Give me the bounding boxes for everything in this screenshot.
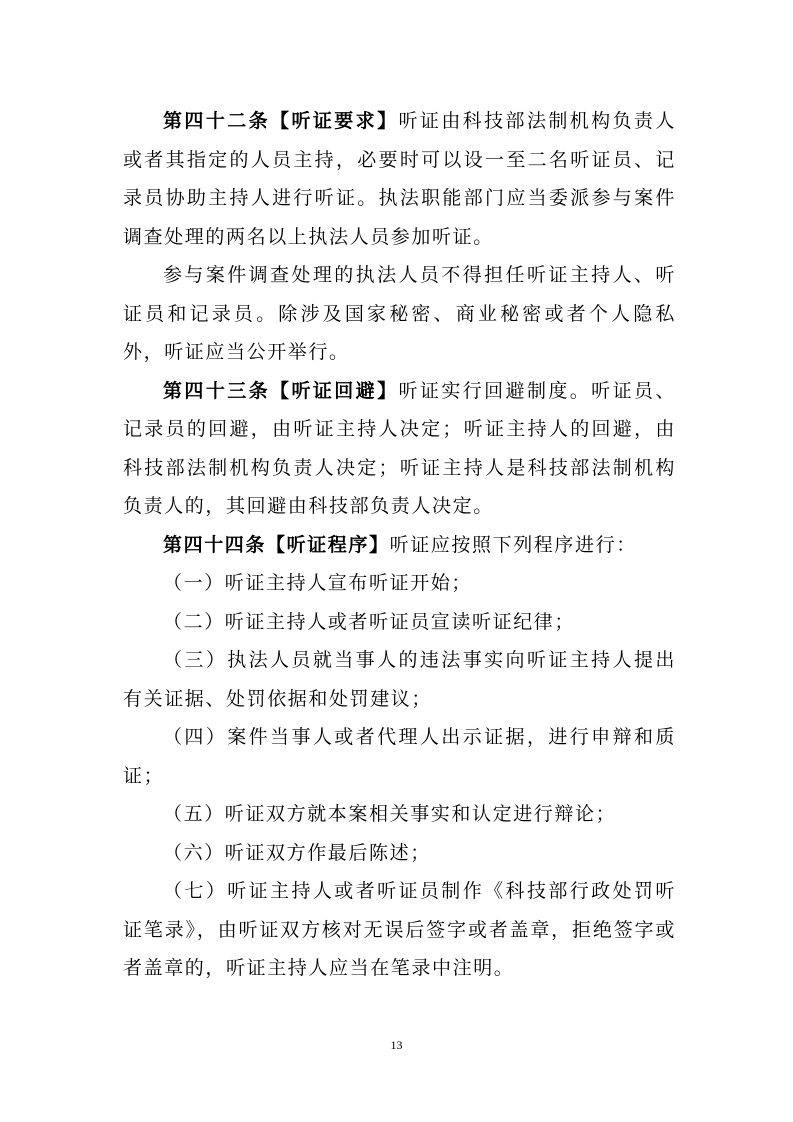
procedure-item-4: [123, 718, 676, 795]
page-number: 13: [390, 1038, 403, 1052]
article-44-heading: 第四十四条【听证程序】: [163, 533, 390, 556]
procedure-item-6: [123, 834, 676, 873]
procedure-item-7-text: （七）听证主持人或者听证员制作《科技部行政处罚听证笔录》，由听证双方核对无误后签字或者盖章，拒绝签字或者盖章的，听证主持人应当在笔录中注明。: [123, 880, 676, 979]
procedure-item-3: [123, 641, 676, 718]
document-body: [123, 102, 676, 988]
procedure-item-7: [123, 872, 676, 988]
procedure-item-5-text: （五）听证双方就本案相关事实和认定进行辩论；: [163, 803, 617, 825]
procedure-item-2: [123, 603, 676, 642]
article-44-paragraph: [123, 526, 676, 565]
procedure-item-6-text: （六）听证双方作最后陈述；: [163, 841, 431, 864]
procedure-item-1: [123, 564, 676, 603]
article-43-text: 听证实行回避制度。听证员、记录员的回避，由听证主持人决定；听证主持人的回避，由科技部法制机构负责人决定；听证主持人是科技部法制机构负责人的，其回避由科技部负责人决定。: [123, 379, 676, 517]
procedure-item-3-text: （三）执法人员就当事人的违法事实向听证主持人提出有关证据、处罚依据和处罚建议；: [123, 649, 676, 710]
article-42-heading: 第四十二条【听证要求】: [163, 110, 399, 132]
article-42-paragraph: [123, 102, 676, 256]
procedure-item-1-text: （一）听证主持人宣布听证开始；: [163, 572, 473, 594]
article-42-paragraph-2: [123, 256, 676, 372]
procedure-item-4-text: （四）案件当事人或者代理人出示证据，进行申辩和质证；: [123, 726, 676, 787]
article-43-paragraph: [123, 372, 676, 526]
article-42-text-2: 参与案件调查处理的执法人员不得担任听证主持人、听证员和记录员。除涉及国家秘密、商业秘密或者个人隐私外，听证应当公开举行。: [123, 264, 676, 363]
procedure-item-5: [123, 795, 676, 834]
procedure-item-2-text: （二）听证主持人或者听证员宣读听证纪律；: [163, 610, 576, 633]
article-44-text: 听证应按照下列程序进行：: [389, 533, 637, 556]
article-42-text: 听证由科技部法制机构负责人或者其指定的人员主持，必要时可以设一至二名听证员、记录员协助主持人进行听证。执法职能部门应当委派参与案件调查处理的两名以上执法人员参加听证。: [123, 110, 676, 248]
article-43-heading: 第四十三条【听证回避】: [163, 379, 399, 402]
